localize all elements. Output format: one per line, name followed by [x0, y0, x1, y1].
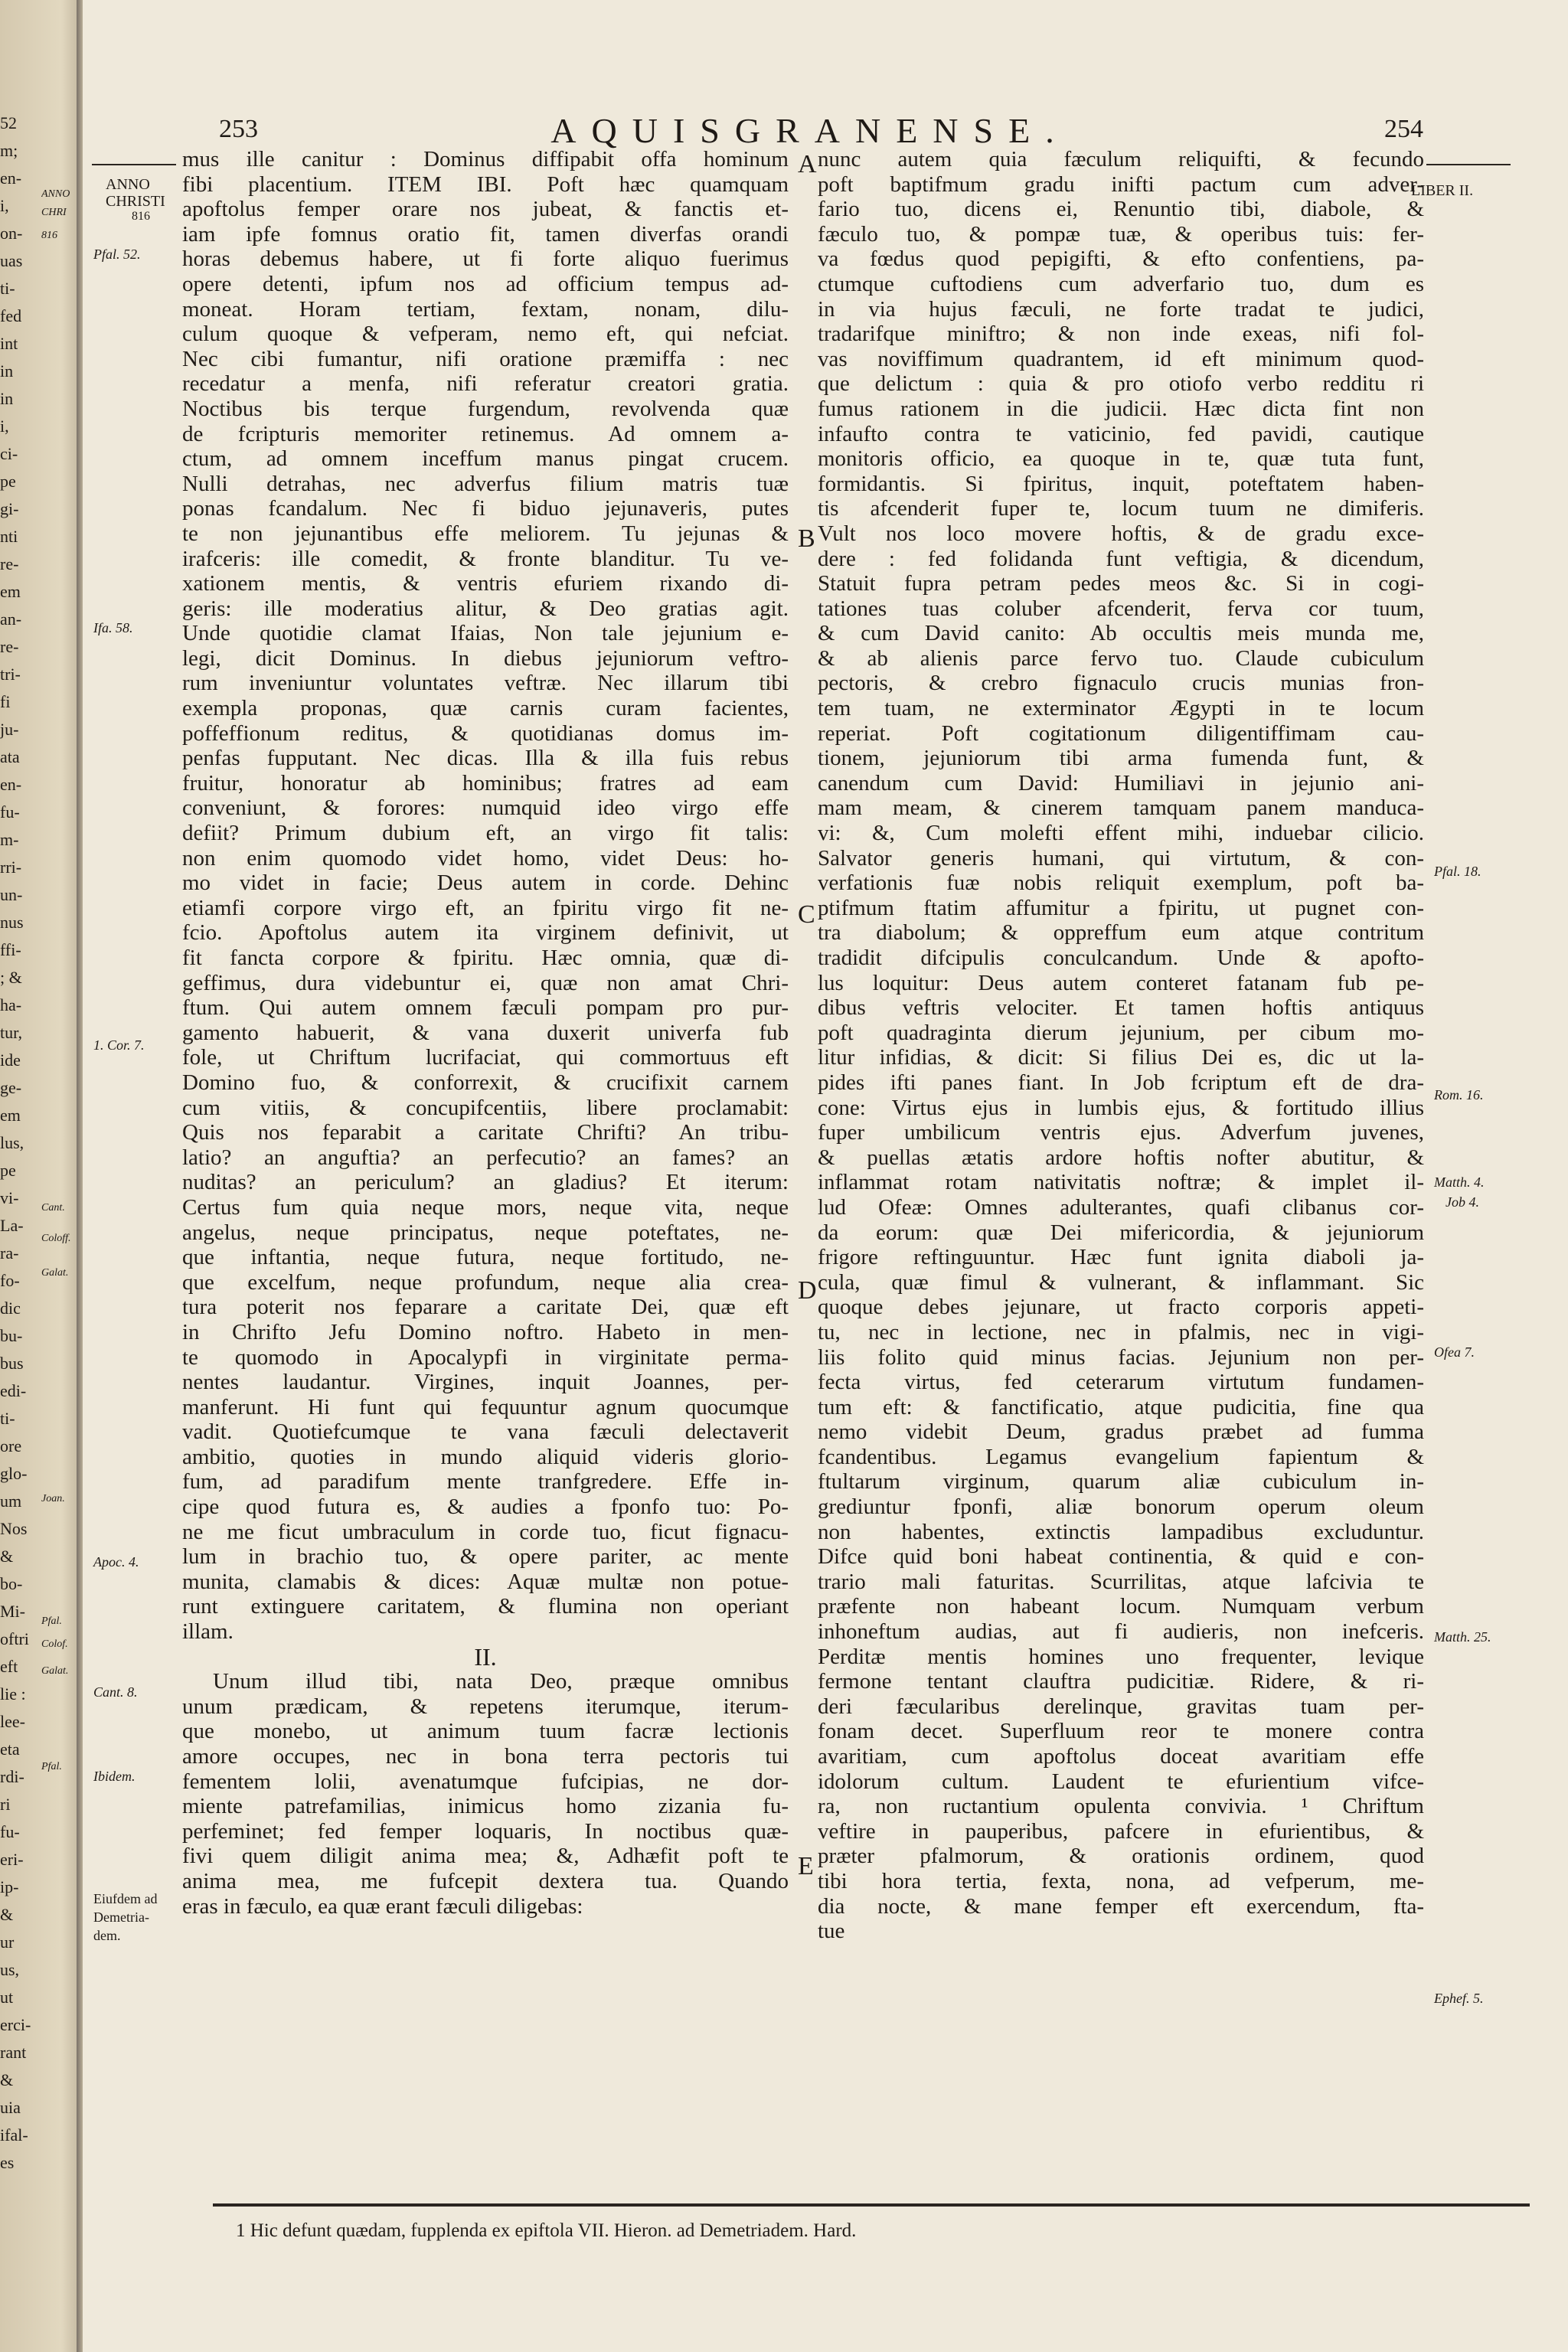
text-line: que inftantia, neque futura, neque fortitudo, ne- [182, 1245, 789, 1270]
bleed-margin-ref: Galat. [41, 1267, 69, 1279]
text-line: præfente non habeant locum. Numquam verbum [818, 1594, 1424, 1619]
bleed-fragment: & [0, 1905, 14, 1924]
text-line: canendum cum David: Humiliavi in jejunio ani- [818, 770, 1424, 795]
running-title: AQUISGRANENSE. [550, 111, 1070, 150]
bleed-fragment: dic [0, 1298, 21, 1318]
margin-reference: Matth. 4. [1434, 1174, 1485, 1190]
margin-reference: Job 4. [1446, 1194, 1479, 1210]
text-line: tra diabolum; & oppreffum eum atque contritum [818, 920, 1424, 946]
margin-reference: Rom. 16. [1434, 1087, 1484, 1102]
bleed-fragment: ide [0, 1050, 21, 1070]
bleed-fragment: eta [0, 1740, 20, 1759]
margin-note: Demetria- [93, 1909, 149, 1925]
section-letter-e: E [798, 1852, 814, 1880]
text-line: conveniunt, & forores: numquid ideo virgo effe [182, 795, 789, 821]
text-line: Unum illud tibi, nata Deo, præque omnibus [213, 1669, 789, 1694]
bleed-fragment: eft [0, 1657, 18, 1676]
bleed-fragment: vi- [0, 1188, 19, 1207]
text-line: mo videt in facie; Deus autem in corde. Dehinc [182, 871, 789, 896]
bleed-margin-ref: Galat. [41, 1665, 69, 1677]
text-line: Vult nos loco movere hoftis, & de gradu exce- [818, 521, 1424, 546]
text-line: Certus fum quia neque mors, neque vita, neque [182, 1194, 789, 1220]
text-line: fum, ad paradifum mente tranfgredere. Effe in- [182, 1469, 789, 1494]
left-text-column [182, 147, 789, 1919]
text-line: vas noviffimum quadrantem, id eft minimum quod- [818, 346, 1424, 371]
bleed-fragment: m- [0, 830, 19, 849]
bleed-margin-ref: Joan. [41, 1493, 65, 1504]
text-line: culum quoque & vefperam, nemo eft, qui nefciat. [182, 322, 789, 347]
text-line: ftultarum virginum, quarum aliæ cubiculum in- [818, 1469, 1424, 1494]
bleed-fragment: m; [0, 141, 18, 160]
text-line: Unde quotidie clamat Ifaias, Non tale jejunium e- [182, 621, 789, 646]
bleed-fragment: an- [0, 609, 22, 629]
text-line: litur infidias, & dicit: Si filius Dei es, dic ut la- [818, 1045, 1424, 1070]
text-line: irafceris: ille comedit, & fronte blanditur. Tu ve- [182, 546, 789, 571]
text-line: fivi quem diligit anima mea; &, Adhæfit poft te [182, 1844, 789, 1869]
bleed-fragment: i, [0, 196, 9, 215]
margin-reference: Pfal. 18. [1434, 864, 1481, 879]
bleed-fragment: nti [0, 527, 18, 546]
text-line: tum eft: & fanctificatio, atque pudicitia, fine qua [818, 1394, 1424, 1419]
text-line: Nec cibi fumantur, nifi oratione præmiffa : nec [182, 346, 789, 371]
text-line: verfationis fuæ nobis reliquit exemplum, poft ba- [818, 871, 1424, 896]
text-line: cone: Virtus ejus in lumbis ejus, & fortitudo illius [818, 1095, 1424, 1120]
right-head-dash [1426, 164, 1511, 165]
bleed-fragment: uia [0, 2098, 21, 2117]
text-line: Quis nos feparabit a caritate Chrifti? An tribu- [182, 1120, 789, 1145]
bleed-margin-ref: Pfal. [41, 1615, 62, 1627]
bleed-fragment: ore [0, 1436, 22, 1455]
text-line: nunc autem quia fæculum reliquifti, & fecundo [818, 147, 1424, 172]
bleed-fragment: pe [0, 472, 16, 491]
margin-note: Eiufdem ad [93, 1891, 158, 1906]
bleed-fragment: ju- [0, 720, 19, 739]
text-line: dibus veftris velociter. Et tamen hoftis antiquus [818, 995, 1424, 1021]
text-line: etiamfi corpore virgo eft, an fpiritu virgo fit ne- [182, 895, 789, 920]
bleed-fragment: 52 [0, 113, 17, 132]
text-line: apoftolus femper orare nos jubeat, & fanctis et- [182, 197, 789, 222]
text-line: dia nocte, & mane femper eft exercendum, fta- [818, 1893, 1424, 1919]
text-line: eras in fæculo, ea quæ erant fæculi diligebas: [182, 1893, 583, 1919]
text-line: cula, quæ fimul & vulnerant, & inflammant. Sic [818, 1269, 1424, 1295]
text-line: moneat. Horam tertiam, fextam, nonam, dilu- [182, 296, 789, 322]
book-gutter [77, 0, 83, 2352]
bleed-fragment: La- [0, 1216, 24, 1235]
left-head-dash [92, 164, 176, 165]
bleed-fragment: un- [0, 885, 23, 904]
margin-year-label: ANNO [106, 176, 150, 193]
text-line: gamento habuerit, & vana duxerit univerfa fub [182, 1020, 789, 1045]
text-line: infaufto contra te vaticinio, fed pavidi, cautique [818, 421, 1424, 446]
text-line: fruitur, honoratur ab hominibus; fratres ad eam [182, 770, 789, 795]
text-line: poffeffionum reditus, & quotidianas domus im- [182, 720, 789, 746]
text-line: opere detenti, ipfum nos ad officium tempus ad- [182, 271, 789, 296]
bleed-fragment: en- [0, 775, 22, 794]
text-line: defiit? Primum dubium eft, an virgo fit talis: [182, 821, 789, 846]
bleed-margin-ref: Coloff. [41, 1233, 71, 1244]
text-line: nemo videbit Deum, gradus præbet ad fumma [818, 1419, 1424, 1445]
margin-reference: Ephef. 5. [1434, 1991, 1484, 2006]
text-line: da eorum: quæ Dei mifericordia, & jejuniorum [818, 1220, 1424, 1245]
text-line: tura poterit nos feparare a caritate Dei, quæ eft [182, 1295, 789, 1320]
text-line: Domino fuo, & conforrexit, & crucifixit carnem [182, 1070, 789, 1095]
text-line: Difce quid boni habeat continentia, & quid e con- [818, 1544, 1424, 1570]
text-line: lud Ofeæ: Omnes adulterantes, quafi clibanus cor- [818, 1194, 1424, 1220]
bleed-fragment: in [0, 389, 14, 408]
text-line: lum in brachio tuo, & opere pariter, ac mente [182, 1544, 789, 1570]
bleed-fragment: ut [0, 1988, 14, 2007]
bleed-fragment: tur, [0, 1023, 23, 1042]
bleed-fragment: ffi- [0, 940, 21, 959]
text-line: lus loquitur: Deus autem conteret fatanam fub pe- [818, 970, 1424, 995]
text-line: mus ille canitur : Dominus diffipabit offa hominum [182, 147, 789, 172]
text-line: que excelfum, neque profundum, neque alia crea- [182, 1269, 789, 1295]
bleed-fragment: fo- [0, 1271, 20, 1290]
margin-reference: Pfal. 52. [93, 247, 141, 262]
text-line: veftire in pauperibus, pafcere in efurientibus, & [818, 1818, 1424, 1844]
text-line: fermone tentant clauftra pudicitiæ. Ridere, & ri- [818, 1669, 1424, 1694]
text-line: fecta virtus, fed ceterarum virtutum fundamen- [818, 1370, 1424, 1395]
text-line: fario tuo, dicens ei, Renuntio tibi, diabole, & [818, 197, 1424, 222]
bleed-fragment: ti- [0, 279, 15, 298]
bleed-fragment: rdi- [0, 1767, 24, 1786]
bleed-fragment: gi- [0, 499, 19, 518]
text-line: tradarifque miniftro; & non inde exeas, nifi fol- [818, 322, 1424, 347]
text-line: inhoneftum audias, aut fi audieris, non inefceris. [818, 1619, 1424, 1645]
margin-year-value: 816 [132, 210, 150, 223]
bleed-fragment: ifal- [0, 2125, 28, 2145]
footnote-rule [213, 2203, 1530, 2207]
bleed-fragment: em [0, 582, 21, 601]
text-line: cum vitiis, & concupifcentiis, libere proclamabit: [182, 1095, 789, 1120]
text-line: vadit. Quotiefcumque te vana fæculi delectaverit [182, 1419, 789, 1445]
text-line: fibi placentium. ITEM IBI. Poft hæc quamquam [182, 172, 789, 197]
bleed-fragment: Mi- [0, 1602, 25, 1621]
text-line: geffimus, dura videbuntur ei, quæ non amat Chri- [182, 970, 789, 995]
section-letter-d: D [798, 1276, 817, 1305]
text-line: ftum. Qui autem omnem fæculi pompam pro pur- [182, 995, 789, 1021]
bleed-fragment: & [0, 1547, 14, 1566]
bleed-fragment: ci- [0, 444, 18, 463]
bleed-fragment: fu- [0, 1822, 20, 1841]
text-line: tationes tuas coluber afcenderit, ferva cor tuum, [818, 596, 1424, 621]
text-line: unum prædicam, & repetens iterumque, iterum- [182, 1694, 789, 1719]
text-line: tibi hora tertia, fexta, nona, ad vefperum, me- [818, 1868, 1424, 1893]
text-line: tu, nec in lectione, nec in pfalmis, nec in vigi- [818, 1319, 1424, 1344]
text-line: rum inveniuntur voluntates veftræ. Nec illarum tibi [182, 671, 789, 696]
text-line: munita, clamabis & dices: Aquæ multæ non potue- [182, 1569, 789, 1594]
margin-book-label: LIBER II. [1411, 182, 1474, 199]
bleed-fragment: re- [0, 554, 19, 573]
running-head [83, 107, 1568, 153]
text-line: quoque debes jejunare, ut fracto corporis appeti- [818, 1295, 1424, 1320]
text-line: penfas fupputant. Nec dicas. Illa & illa fuis rebus [182, 746, 789, 771]
margin-year-label: CHRISTI [106, 193, 165, 210]
footnote: 1 Hic defunt quædam, fupplenda ex epiftola VII. Hieron. ad Demetriadem. Hard. [236, 2220, 857, 2241]
bleed-fragment: in [0, 361, 14, 381]
text-line: Salvator generis humani, qui virtutum, & con- [818, 845, 1424, 871]
bleed-margin-ref: Pfal. [41, 1761, 62, 1772]
text-line: deri fæcularibus derelinque, gravitas tuam per- [818, 1694, 1424, 1719]
bleed-fragment: bo- [0, 1574, 23, 1593]
text-line: inflammat rotam nativitatis noftræ; & implet il- [818, 1170, 1424, 1195]
text-line: Perditæ mentis homines uno frequenter, levique [818, 1644, 1424, 1669]
section-letter-a: A [798, 150, 817, 178]
text-line: mam meam, & cinerem tamquam panem manduca- [818, 795, 1424, 821]
bleed-margin-ref: Colof. [41, 1638, 68, 1650]
bleed-fragment: bus [0, 1354, 24, 1373]
section-letter-b: B [798, 524, 815, 553]
bleed-fragment: bu- [0, 1326, 23, 1345]
text-line: Noctibus bis terque furgendum, revolvenda quæ [182, 396, 789, 421]
bleed-fragment: fi [0, 692, 11, 711]
text-line: fole, ut Chriftum lucrifaciat, qui commortuus eft [182, 1045, 789, 1070]
bleed-fragment: en- [0, 168, 22, 188]
text-line: pectoris, & crebro fignaculo crucis munias fron- [818, 671, 1424, 696]
text-line: avaritiam, cum apoftolus doceat avaritiam effe [818, 1744, 1424, 1769]
text-line: & cum David canito: Ab occultis meis munda me, [818, 621, 1424, 646]
previous-page-edge [0, 0, 77, 2352]
bleed-fragment: ; & [0, 968, 22, 987]
text-line: cipe quod futura es, & audies a fponfo tuo: Po- [182, 1494, 789, 1520]
text-line: legi, dicit Dominus. In diebus jejuniorum veftro- [182, 645, 789, 671]
text-line: liis folito quid minus facias. Jejunium non per- [818, 1344, 1424, 1370]
margin-reference: Ifa. 58. [93, 620, 133, 635]
text-line: de fcripturis memoriter retinemus. Ad omnem a- [182, 421, 789, 446]
text-line: idolorum cultum. Laudent te efurientium vifce- [818, 1769, 1424, 1794]
bleed-fragment: em [0, 1106, 21, 1125]
text-line: tradidit difcipulis conculcandum. Unde & apofto- [818, 946, 1424, 970]
bleed-fragment: on- [0, 224, 23, 243]
text-line: amore occupes, nec in bona terra pectoris tui [182, 1744, 789, 1769]
text-line: dere : fed folidanda funt veftigia, & dicendum, [818, 546, 1424, 571]
text-line: anima mea, me fufcepit dextera tua. Quando [182, 1868, 789, 1893]
bleed-fragment: lie : [0, 1684, 26, 1704]
text-line: Nulli detrahas, nec adverfus filium matris tuæ [182, 471, 789, 496]
text-line: poft quadraginta dierum jejunium, per cibum mo- [818, 1020, 1424, 1045]
text-line: nuditas? an periculum? an gladius? Et iterum: [182, 1170, 789, 1195]
text-line: ne me ficut umbraculum in corde tuo, ficut fignacu- [182, 1519, 789, 1544]
text-line: vi: &, Cum molefti effent mihi, induebar cilicio. [818, 821, 1424, 846]
text-line: ambitio, quoties in mundo aliquid videris glorio- [182, 1444, 789, 1469]
text-line: fcandentibus. Legamus evangelium fapientum & [818, 1444, 1424, 1469]
bleed-fragment: glo- [0, 1464, 28, 1483]
bleed-fragment: ip- [0, 1877, 19, 1896]
bleed-fragment: lus, [0, 1133, 24, 1152]
bleed-fragment: ti- [0, 1409, 15, 1428]
text-line: fementem lolii, avenatumque fufcipias, ne dor- [182, 1769, 789, 1794]
bleed-fragment: ge- [0, 1078, 22, 1097]
text-line: II. [474, 1644, 497, 1670]
text-line: fit fancta corpore & fpiritu. Hæc omnia, quæ di- [182, 946, 789, 970]
bleed-fragment: ri [0, 1795, 11, 1814]
margin-reference: Ofea 7. [1434, 1344, 1475, 1360]
text-line: Statuit fupra petram pedes meos &c. Si in cogi- [818, 571, 1424, 596]
text-line: pides ifti panes fiant. In Job fcriptum eft de dra- [818, 1070, 1424, 1095]
bleed-fragment: us, [0, 1960, 20, 1979]
text-line: iam ipfe fomnus oratio fit, tamen diverfas orandi [182, 221, 789, 247]
text-line: latio? an anguftia? an perfecutio? an fames? an [182, 1145, 789, 1170]
text-line: formidantis. Si fpiritus, inquit, poteftatem haben- [818, 471, 1424, 496]
text-line: præter pfalmorum, & orationis ordinem, quod [818, 1844, 1424, 1869]
section-letter-c: C [798, 900, 815, 929]
text-line: te quomodo in Apocalypfi in virginitate perma- [182, 1344, 789, 1370]
text-line: que monebo, ut animum tuum facræ lectionis [182, 1719, 789, 1744]
margin-reference: Ibidem. [93, 1769, 136, 1784]
text-line: perfeminet; fed femper loquaris, In noctibus quæ- [182, 1818, 789, 1844]
bleed-fragment: fed [0, 306, 22, 325]
text-line: non enim quomodo videt homo, videt Deus: ho- [182, 845, 789, 871]
text-line: grediuntur fponfi, aliæ bonorum operum oleum [818, 1494, 1424, 1520]
bleed-margin-ref: 816 [41, 230, 57, 241]
text-line: manferunt. Hi funt qui fequuntur agnum quocumque [182, 1394, 789, 1419]
bleed-fragment: Nos [0, 1519, 28, 1538]
text-line: tionem, jejuniorum tibi arma fumenda funt, & [818, 746, 1424, 771]
text-line: reperiat. Poft cogitationum diligentiffimam cau- [818, 720, 1424, 746]
text-line: frigore reftinguuntur. Hæc funt ignita diaboli ja- [818, 1245, 1424, 1270]
bleed-fragment: oftri [0, 1629, 29, 1648]
bleed-fragment: fu- [0, 802, 20, 822]
text-line: & ab alienis parce fervo tuo. Claude cubiculum [818, 645, 1424, 671]
right-page-number: 254 [1384, 115, 1423, 143]
text-line: tem tuam, ne exterminator Ægypti in te locum [818, 696, 1424, 721]
bleed-margin-ref: CHRI [41, 207, 67, 218]
bleed-fragment: i, [0, 416, 9, 436]
text-line: illam. [182, 1619, 234, 1645]
text-line: recedatur a menfa, nifi referatur creatori gratia. [182, 371, 789, 397]
book-page [83, 0, 1568, 2352]
margin-reference: 1. Cor. 7. [93, 1037, 145, 1053]
bleed-fragment: re- [0, 637, 19, 656]
bleed-fragment: rri- [0, 858, 22, 877]
bleed-fragment: eri- [0, 1850, 24, 1869]
text-line: que delictum : quia & pro otiofo verbo redditu ri [818, 371, 1424, 397]
bleed-fragment: & [0, 2070, 14, 2089]
left-page-number: 253 [219, 115, 258, 143]
bleed-margin-ref: Cant. [41, 1202, 65, 1214]
margin-reference: Cant. 8. [93, 1684, 138, 1700]
margin-reference: Apoc. 4. [93, 1554, 139, 1570]
text-line: fonam decet. Superfluum reor te monere contra [818, 1719, 1424, 1744]
text-line: poft baptifmum gradu inifti pactum cum adver- [818, 172, 1424, 197]
bleed-fragment: uas [0, 251, 23, 270]
text-line: & puellas ætatis ardore hoftis nofter abutitur, & [818, 1145, 1424, 1170]
text-line: in via hujus fæculi, ne forte tradat te judici, [818, 296, 1424, 322]
right-text-column [818, 147, 1424, 1944]
text-line: horas debemus habere, ut fi forte aliquo fuerimus [182, 247, 789, 272]
bleed-fragment: nus [0, 913, 24, 932]
bleed-fragment: um [0, 1491, 22, 1511]
bleed-fragment: ra- [0, 1243, 19, 1263]
bleed-fragment: rant [0, 2043, 27, 2062]
bleed-fragment: ata [0, 747, 20, 766]
bleed-fragment: ha- [0, 995, 22, 1014]
text-line: fæculo tuo, & pompæ tuæ, & operibus tuis: fer- [818, 221, 1424, 247]
text-line: nentes laudantur. Virgines, inquit Joannes, per- [182, 1370, 789, 1395]
text-line: ctumque cuftodiens cum adverfario tuo, dum es [818, 271, 1424, 296]
text-line: non habentes, extinctis lampadibus excluduntur. [818, 1519, 1424, 1544]
margin-reference: Matth. 25. [1434, 1629, 1491, 1645]
bleed-fragment: tri- [0, 665, 21, 684]
text-line: runt extinguere caritatem, & flumina non operiant [182, 1594, 789, 1619]
text-line: ctum, ad omnem inceffum manus pingat crucem. [182, 446, 789, 472]
bleed-fragment: ur [0, 1932, 15, 1952]
text-line: fcio. Apoftolus autem ita virginem definivit, ut [182, 920, 789, 946]
text-line: exempla proponas, quæ carnis curam facientes, [182, 696, 789, 721]
bleed-fragment: int [0, 334, 18, 353]
margin-note: dem. [93, 1928, 121, 1943]
bleed-margin-ref: ANNO [41, 188, 70, 200]
text-line: tue [818, 1919, 845, 1944]
text-line: trario mali faturitas. Scurrilitas, atque lafcivia te [818, 1569, 1424, 1594]
text-line: monitoris officio, ea quoque in te, quæ tuta funt, [818, 446, 1424, 472]
text-line: fumus rationem in die judicii. Hæc dicta fint non [818, 396, 1424, 421]
text-line: ponas fcandalum. Nec fi biduo jejunaveris, putes [182, 496, 789, 521]
bleed-fragment: lee- [0, 1712, 25, 1731]
text-line: fuper umbilicum ventris ejus. Adverfum juvenes, [818, 1120, 1424, 1145]
text-line: xationem mentis, & ventris efuriem rixando di- [182, 571, 789, 596]
text-line: tis afcenderit fuper te, locum tuum ne dimiferis. [818, 496, 1424, 521]
bleed-fragment: es [0, 2153, 15, 2172]
text-line: te non jejunantibus effe meliorem. Tu jejunas & [182, 521, 789, 546]
bleed-fragment: edi- [0, 1381, 27, 1400]
text-line: ra, non ructantium opulenta convivia. ¹ Chriftum [818, 1794, 1424, 1819]
text-line: va fœdus quod pepigifti, & efto confentiens, pa- [818, 247, 1424, 272]
bleed-fragment: erci- [0, 2015, 31, 2034]
text-line: ptifmum ftatim affumitur a fpiritu, ut pugnet con- [818, 895, 1424, 920]
bleed-fragment: pe [0, 1161, 16, 1180]
text-line: miente patrefamilias, inimicus homo zizania fu- [182, 1794, 789, 1819]
text-line: in Chrifto Jefu Domino noftro. Habeto in men- [182, 1319, 789, 1344]
text-line: geris: ille moderatius alitur, & Deo gratias agit. [182, 596, 789, 621]
text-line: angelus, neque principatus, neque poteftates, ne- [182, 1220, 789, 1245]
